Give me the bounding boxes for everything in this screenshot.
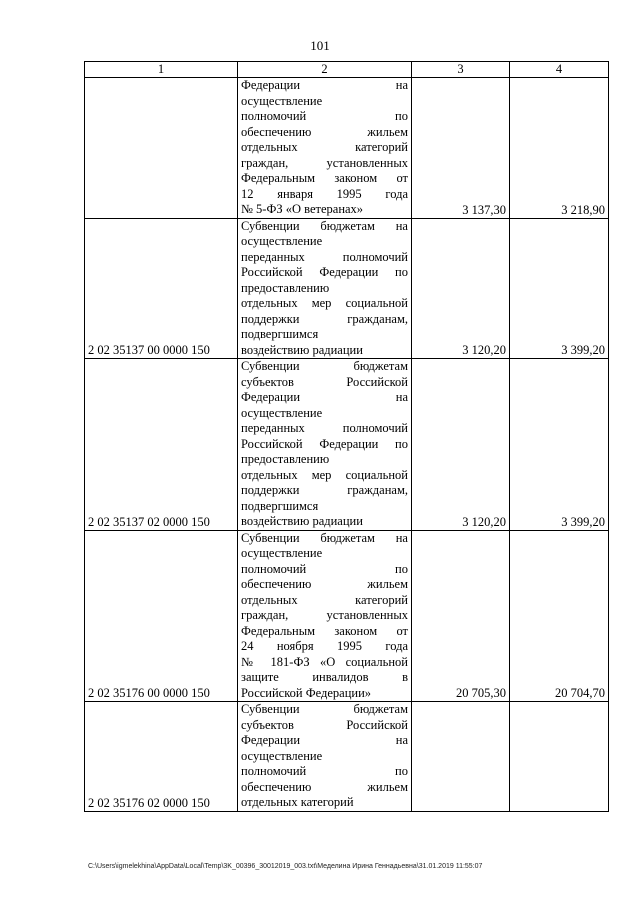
budget-code-cell: 2 02 35176 00 0000 150: [85, 530, 238, 702]
column-header-2: 2: [238, 62, 412, 78]
description-cell: [238, 359, 412, 531]
description-line: отдельных мер социальной: [241, 467, 408, 482]
description-cell: [238, 218, 412, 359]
table-body: [85, 78, 609, 812]
description-line: Субвенции бюджетам: [241, 702, 408, 716]
description-line: Российской Федерации»: [241, 685, 372, 700]
description-line: осуществление: [241, 546, 323, 560]
description-line: предоставлению: [241, 280, 330, 295]
description-line: полномочий по: [241, 561, 408, 576]
description-line: воздействию радиации: [241, 342, 363, 357]
description-line: обеспечению жильем: [241, 577, 408, 591]
amount-col4-cell: 20 704,70: [510, 530, 609, 702]
description-line: Федеральным законом от: [241, 171, 408, 185]
description-line: отдельных категорий: [241, 140, 408, 154]
column-header-1: 1: [85, 62, 238, 78]
amount-col3-cell: 20 705,30: [412, 530, 510, 702]
table-row: [85, 359, 609, 531]
description-line: Субвенции бюджетам на: [241, 218, 408, 233]
description-line: защите инвалидов в: [241, 670, 408, 684]
table-row: [85, 530, 609, 702]
description-line: отдельных категорий: [241, 795, 354, 809]
amount-col4-cell: 3 218,90: [510, 78, 609, 219]
description-line: осуществление: [241, 234, 323, 248]
amount-col3-cell: 3 137,30: [412, 78, 510, 219]
description-cell: [238, 78, 412, 219]
description-line: подвергшимся: [241, 498, 319, 513]
description-line: обеспечению жильем: [241, 779, 408, 794]
description-line: осуществление: [241, 748, 323, 763]
file-path-footer: C:\Users\igmelekhina\AppData\Local\Temp\3K_00396_30012019_003.txt\Меделина Ирина Геннадьевна\31.01.2019 11:55:07: [88, 863, 483, 870]
description-line: осуществление: [241, 93, 323, 108]
description-line: 24 ноября 1995 года: [241, 639, 408, 653]
amount-col4-cell: [510, 702, 609, 812]
description-line: отдельных категорий: [241, 592, 408, 607]
amount-col4-cell: 3 399,20: [510, 359, 609, 531]
description-line: Федерации на: [241, 78, 408, 92]
table-row: [85, 702, 609, 812]
description-line: № 181-ФЗ «О социальной: [241, 654, 408, 669]
description-line: граждан, установленных: [241, 155, 408, 170]
budget-code-cell: 2 02 35137 02 0000 150: [85, 359, 238, 531]
amount-col3-cell: 3 120,20: [412, 218, 510, 359]
description-line: субъектов Российской: [241, 717, 408, 732]
description-line: поддержки гражданам,: [241, 483, 408, 497]
description-line: переданных полномочий: [241, 249, 408, 264]
description-cell: [238, 702, 412, 812]
description-line: Российской Федерации по: [241, 265, 408, 279]
description-line: переданных полномочий: [241, 421, 408, 435]
description-line: Федерации на: [241, 390, 408, 404]
description-line: Федерации на: [241, 733, 408, 747]
page-number: 101: [310, 38, 330, 53]
column-header-3: 3: [412, 62, 510, 78]
description-line: Субвенции бюджетам на: [241, 530, 408, 545]
table-row: [85, 78, 609, 219]
table-row: [85, 218, 609, 359]
description-line: Федеральным законом от: [241, 623, 408, 638]
description-line: воздействию радиации: [241, 514, 363, 528]
description-line: осуществление: [241, 405, 323, 420]
description-line: подвергшимся: [241, 327, 319, 341]
description-line: полномочий по: [241, 764, 408, 778]
table-header-row: [85, 62, 609, 78]
column-header-4: 4: [510, 62, 609, 78]
description-cell: [238, 530, 412, 702]
budget-code-cell: 2 02 35137 00 0000 150: [85, 218, 238, 359]
description-line: отдельных мер социальной: [241, 296, 408, 310]
description-line: 12 января 1995 года: [241, 186, 408, 201]
budget-code-cell: [85, 78, 238, 219]
description-line: полномочий по: [241, 109, 408, 123]
description-line: предоставлению: [241, 452, 330, 466]
amount-col3-cell: 3 120,20: [412, 359, 510, 531]
description-line: № 5-ФЗ «О ветеранах»: [241, 202, 364, 216]
description-line: Субвенции бюджетам: [241, 359, 408, 373]
amount-col4-cell: 3 399,20: [510, 218, 609, 359]
description-line: Российской Федерации по: [241, 436, 408, 451]
description-line: поддержки гражданам,: [241, 311, 408, 326]
budget-code-cell: 2 02 35176 02 0000 150: [85, 702, 238, 812]
description-line: субъектов Российской: [241, 374, 408, 389]
description-line: обеспечению жильем: [241, 124, 408, 139]
amount-col3-cell: [412, 702, 510, 812]
budget-table: [84, 61, 609, 812]
description-line: граждан, установленных: [241, 608, 408, 622]
